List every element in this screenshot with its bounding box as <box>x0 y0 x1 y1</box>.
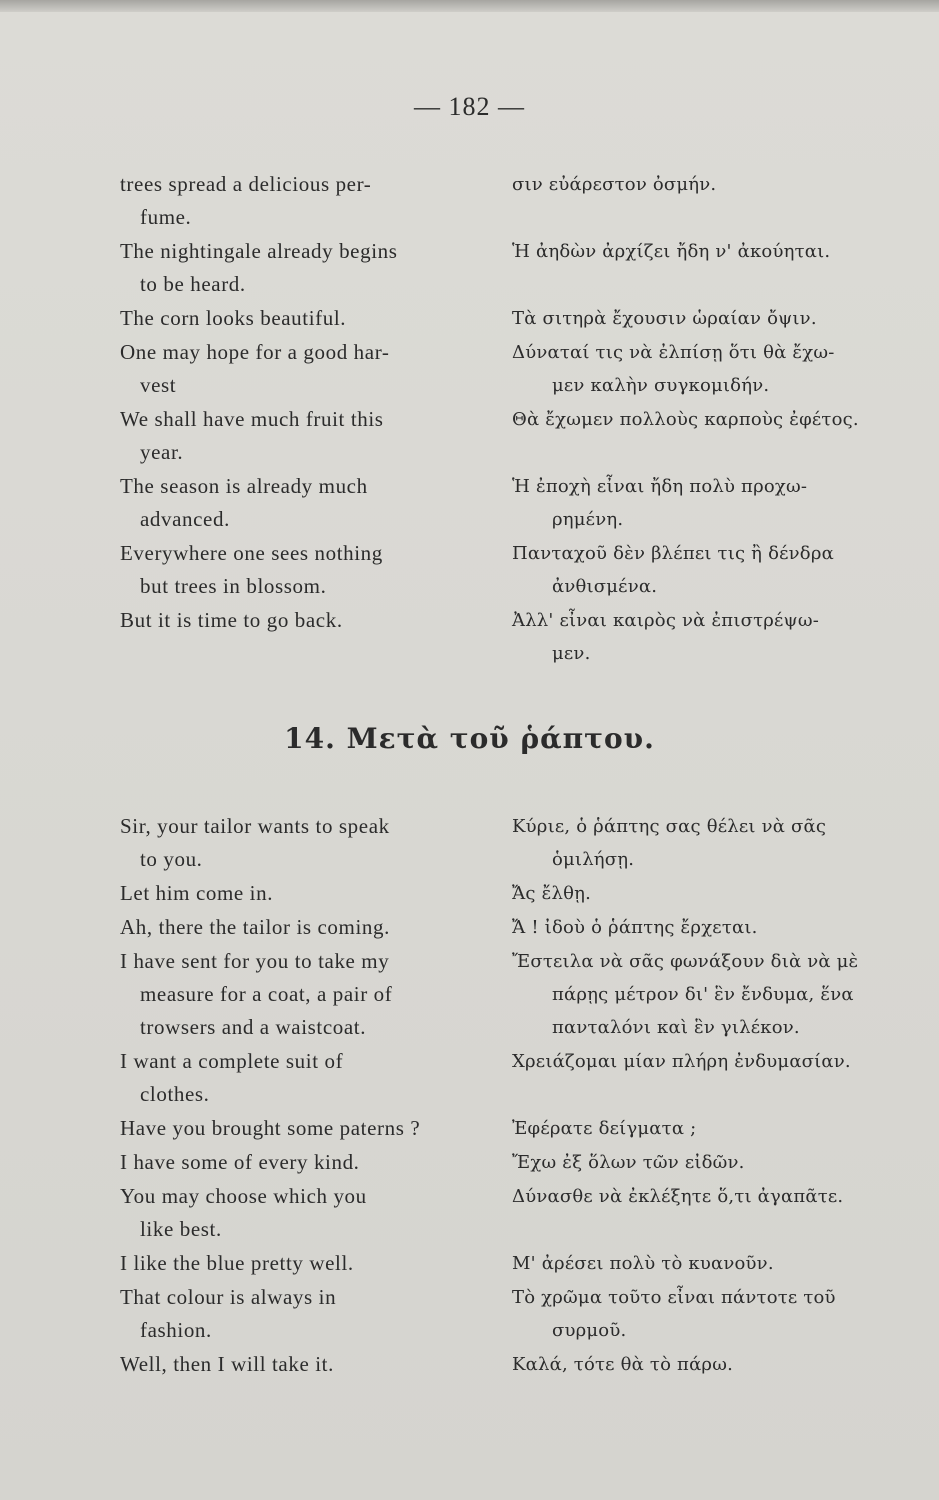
english-phrase <box>120 911 510 944</box>
english-line: year. <box>140 440 184 464</box>
greek-line: Τὸ χρῶμα τοῦτο εἶναι πάντοτε τοῦ <box>512 1287 836 1308</box>
greek-line: Ἔχω ἐξ ὅλων τῶν εἰδῶν. <box>512 1152 745 1173</box>
english-line: Well, then I will take it. <box>120 1352 334 1376</box>
greek-line: Δύναταί τις νὰ ἐλπίσῃ ὅτι θὰ ἔχω- <box>512 342 835 363</box>
greek-line: πανταλόνι καὶ ἓν γιλέκον. <box>552 1017 800 1038</box>
english-phrase <box>120 1281 510 1347</box>
greek-line: Ἡ ἐποχὴ εἶναι ἤδη πολὺ προχω- <box>512 476 808 497</box>
greek-line: συρμοῦ. <box>552 1320 627 1341</box>
greek-phrase <box>512 302 932 335</box>
english-line: One may hope for a good har- <box>120 340 390 364</box>
greek-line: Ἡ ἀηδὼν ἀρχίζει ἤδη ν' ἀκούηται. <box>512 241 831 262</box>
english-line: I want a complete suit of <box>120 1049 344 1073</box>
english-line: advanced. <box>140 507 230 531</box>
english-line: fume. <box>140 205 192 229</box>
greek-phrase <box>512 911 932 944</box>
greek-phrase <box>512 1281 932 1347</box>
greek-phrase <box>512 235 932 268</box>
greek-line: Ἀλλ' εἶναι καιρὸς νὰ ἐπιστρέψω- <box>512 610 820 631</box>
english-phrase <box>120 1112 510 1145</box>
english-line: to be heard. <box>140 272 246 296</box>
english-line: You may choose which you <box>120 1184 367 1208</box>
english-line: We shall have much fruit this <box>120 407 384 431</box>
greek-line: Θὰ ἔχωμεν πολλοὺς καρποὺς ἐφέτος. <box>512 409 859 430</box>
english-line: I like the blue pretty well. <box>120 1251 354 1275</box>
greek-line: μεν. <box>552 643 591 664</box>
english-line: Let him come in. <box>120 881 274 905</box>
english-line: I have sent for you to take my <box>120 949 390 973</box>
english-line: The season is already much <box>120 474 368 498</box>
english-line: Ah, there the tailor is coming. <box>120 915 390 939</box>
english-line: But it is time to go back. <box>120 608 343 632</box>
greek-line: Δύνασθε νὰ ἐκλέξητε ὅ,τι ἀγαπᾶτε. <box>512 1186 844 1207</box>
greek-phrase <box>512 537 932 603</box>
english-phrase <box>120 1247 510 1280</box>
english-line: I have some of every kind. <box>120 1150 360 1174</box>
greek-phrase <box>512 470 932 536</box>
greek-phrase <box>512 1247 932 1280</box>
english-line: trowsers and a waistcoat. <box>140 1015 367 1039</box>
greek-line: Ἔστειλα νὰ σᾶς φωνάξουν διὰ νὰ μὲ <box>512 951 859 972</box>
english-phrase <box>120 302 510 335</box>
english-phrase <box>120 877 510 910</box>
english-line: clothes. <box>140 1082 210 1106</box>
greek-phrase <box>512 877 932 910</box>
greek-line: ἀνθισμένα. <box>552 576 658 597</box>
greek-line: Χρειάζομαι μίαν πλήρη ἐνδυμασίαν. <box>512 1051 851 1072</box>
english-phrase <box>120 1146 510 1179</box>
greek-line: Πανταχοῦ δὲν βλέπει τις ἢ δένδρα <box>512 543 834 564</box>
greek-phrase <box>512 810 932 876</box>
greek-phrase <box>512 604 932 670</box>
english-phrase <box>120 470 510 536</box>
greek-phrase <box>512 1348 932 1381</box>
english-line: trees spread a delicious per- <box>120 172 372 196</box>
greek-line: Τὰ σιτηρὰ ἔχουσιν ὡραίαν ὄψιν. <box>512 308 817 329</box>
page-number: — 182 — <box>414 92 525 121</box>
english-line: but trees in blossom. <box>140 574 327 598</box>
english-phrase <box>120 537 510 603</box>
english-line: Sir, your tailor wants to speak <box>120 814 390 838</box>
english-phrase <box>120 1180 510 1246</box>
greek-phrase <box>512 168 932 201</box>
greek-line: Μ' ἀρέσει πολὺ τὸ κυανοῦν. <box>512 1253 774 1274</box>
greek-phrase <box>512 403 932 436</box>
greek-line: Ἄς ἔλθῃ. <box>512 883 592 904</box>
greek-phrase <box>512 1180 932 1213</box>
english-phrase <box>120 604 510 637</box>
english-line: The nightingale already begins <box>120 239 398 263</box>
greek-phrase <box>512 1112 932 1145</box>
english-phrase <box>120 235 510 301</box>
english-line: vest <box>140 373 177 397</box>
greek-line: Ἄ ! ἰδοὺ ὁ ῥάπτης ἔρχεται. <box>512 917 758 938</box>
english-phrase <box>120 168 510 234</box>
english-phrase <box>120 1045 510 1111</box>
english-line: like best. <box>140 1217 222 1241</box>
english-line: Have you brought some paterns ? <box>120 1116 421 1140</box>
english-phrase <box>120 810 510 876</box>
greek-line: πάρῃς μέτρον δι' ἓν ἔνδυμα, ἕνα <box>552 984 854 1005</box>
english-line: Everywhere one sees nothing <box>120 541 383 565</box>
english-line: The corn looks beautiful. <box>120 306 347 330</box>
greek-phrase <box>512 336 932 402</box>
greek-line: Ἐφέρατε δείγματα ; <box>512 1118 697 1139</box>
english-line: to you. <box>140 847 203 871</box>
english-line: fashion. <box>140 1318 212 1342</box>
greek-line: Καλά, τότε θὰ τὸ πάρω. <box>512 1354 734 1375</box>
english-phrase <box>120 403 510 469</box>
chapter-heading: 14. Μετὰ τοῦ ῥάπτου. <box>284 722 655 755</box>
greek-phrase <box>512 1146 932 1179</box>
english-phrase <box>120 1348 510 1381</box>
greek-phrase <box>512 945 932 1044</box>
english-phrase <box>120 336 510 402</box>
greek-line: ὁμιλήσῃ. <box>552 849 635 870</box>
english-line: measure for a coat, a pair of <box>140 982 393 1006</box>
greek-line: Κύριε, ὁ ῥάπτης σας θέλει νὰ σᾶς <box>512 816 827 837</box>
greek-phrase <box>512 1045 932 1078</box>
greek-line: μεν καλὴν συγκομιδήν. <box>552 375 770 396</box>
english-phrase <box>120 945 510 1044</box>
greek-line: σιν εὐάρεστον ὀσμήν. <box>512 174 717 195</box>
greek-line: ρημένη. <box>552 509 624 530</box>
english-line: That colour is always in <box>120 1285 337 1309</box>
